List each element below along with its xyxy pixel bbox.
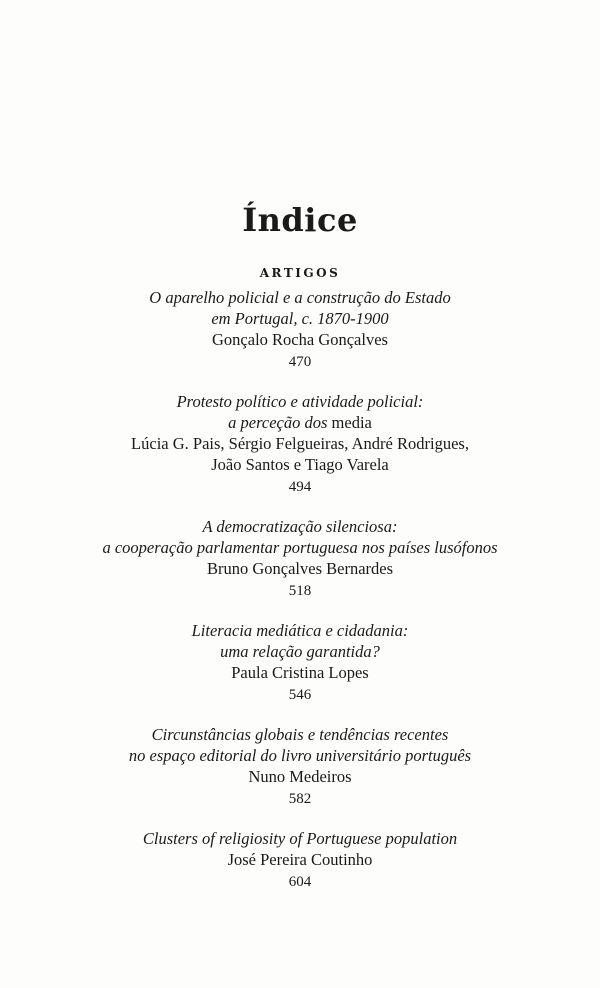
toc-entry[interactable] (0, 391, 600, 498)
entry-title: Protesto político e atividade policial: (176, 392, 424, 411)
entry-title-upright: media (331, 413, 372, 432)
page-title: Índice (242, 201, 358, 240)
entry-title (0, 412, 600, 433)
entry-page-number: 494 (288, 479, 312, 495)
entry-title: Clusters of religiosity of Portuguese population (142, 829, 458, 848)
toc-entry[interactable] (0, 516, 600, 602)
entry-title: em Portugal, c. 1870-1900 (211, 309, 389, 328)
entry-page-number: 604 (288, 874, 312, 890)
entry-author: Lúcia G. Pais, Sérgio Felgueiras, André Rodrigues, (131, 434, 469, 453)
entry-page-number: 582 (288, 791, 312, 807)
entry-title: O aparelho policial e a construção do Estado (149, 288, 451, 307)
entry-page-number: 518 (288, 583, 312, 599)
entry-author: João Santos e Tiago Varela (211, 455, 389, 474)
entry-author: Paula Cristina Lopes (231, 663, 369, 682)
entry-title: no espaço editorial do livro universitário português (128, 746, 472, 765)
entry-title: A democratização silenciosa: (202, 517, 398, 536)
toc-entry[interactable] (0, 620, 600, 706)
entry-author: Bruno Gonçalves Bernardes (206, 559, 394, 578)
toc-entry[interactable] (0, 828, 600, 893)
entry-title: a cooperação parlamentar portuguesa nos países lusófonos (102, 538, 498, 557)
entry-page-number: 546 (288, 687, 312, 703)
toc-list (0, 287, 600, 911)
entry-title: Literacia mediática e cidadania: (191, 621, 409, 640)
entry-title: uma relação garantida? (220, 642, 380, 661)
entry-author: Gonçalo Rocha Gonçalves (212, 330, 388, 349)
entry-title: Circunstâncias globais e tendências recentes (151, 725, 449, 744)
toc-entry[interactable] (0, 287, 600, 373)
entry-author: Nuno Medeiros (248, 767, 352, 786)
entry-author: José Pereira Coutinho (227, 850, 373, 869)
section-heading: ARTIGOS (259, 266, 341, 280)
toc-entry[interactable] (0, 724, 600, 810)
entry-page-number: 470 (288, 354, 312, 370)
entry-title-italic: a perceção dos (228, 413, 328, 432)
